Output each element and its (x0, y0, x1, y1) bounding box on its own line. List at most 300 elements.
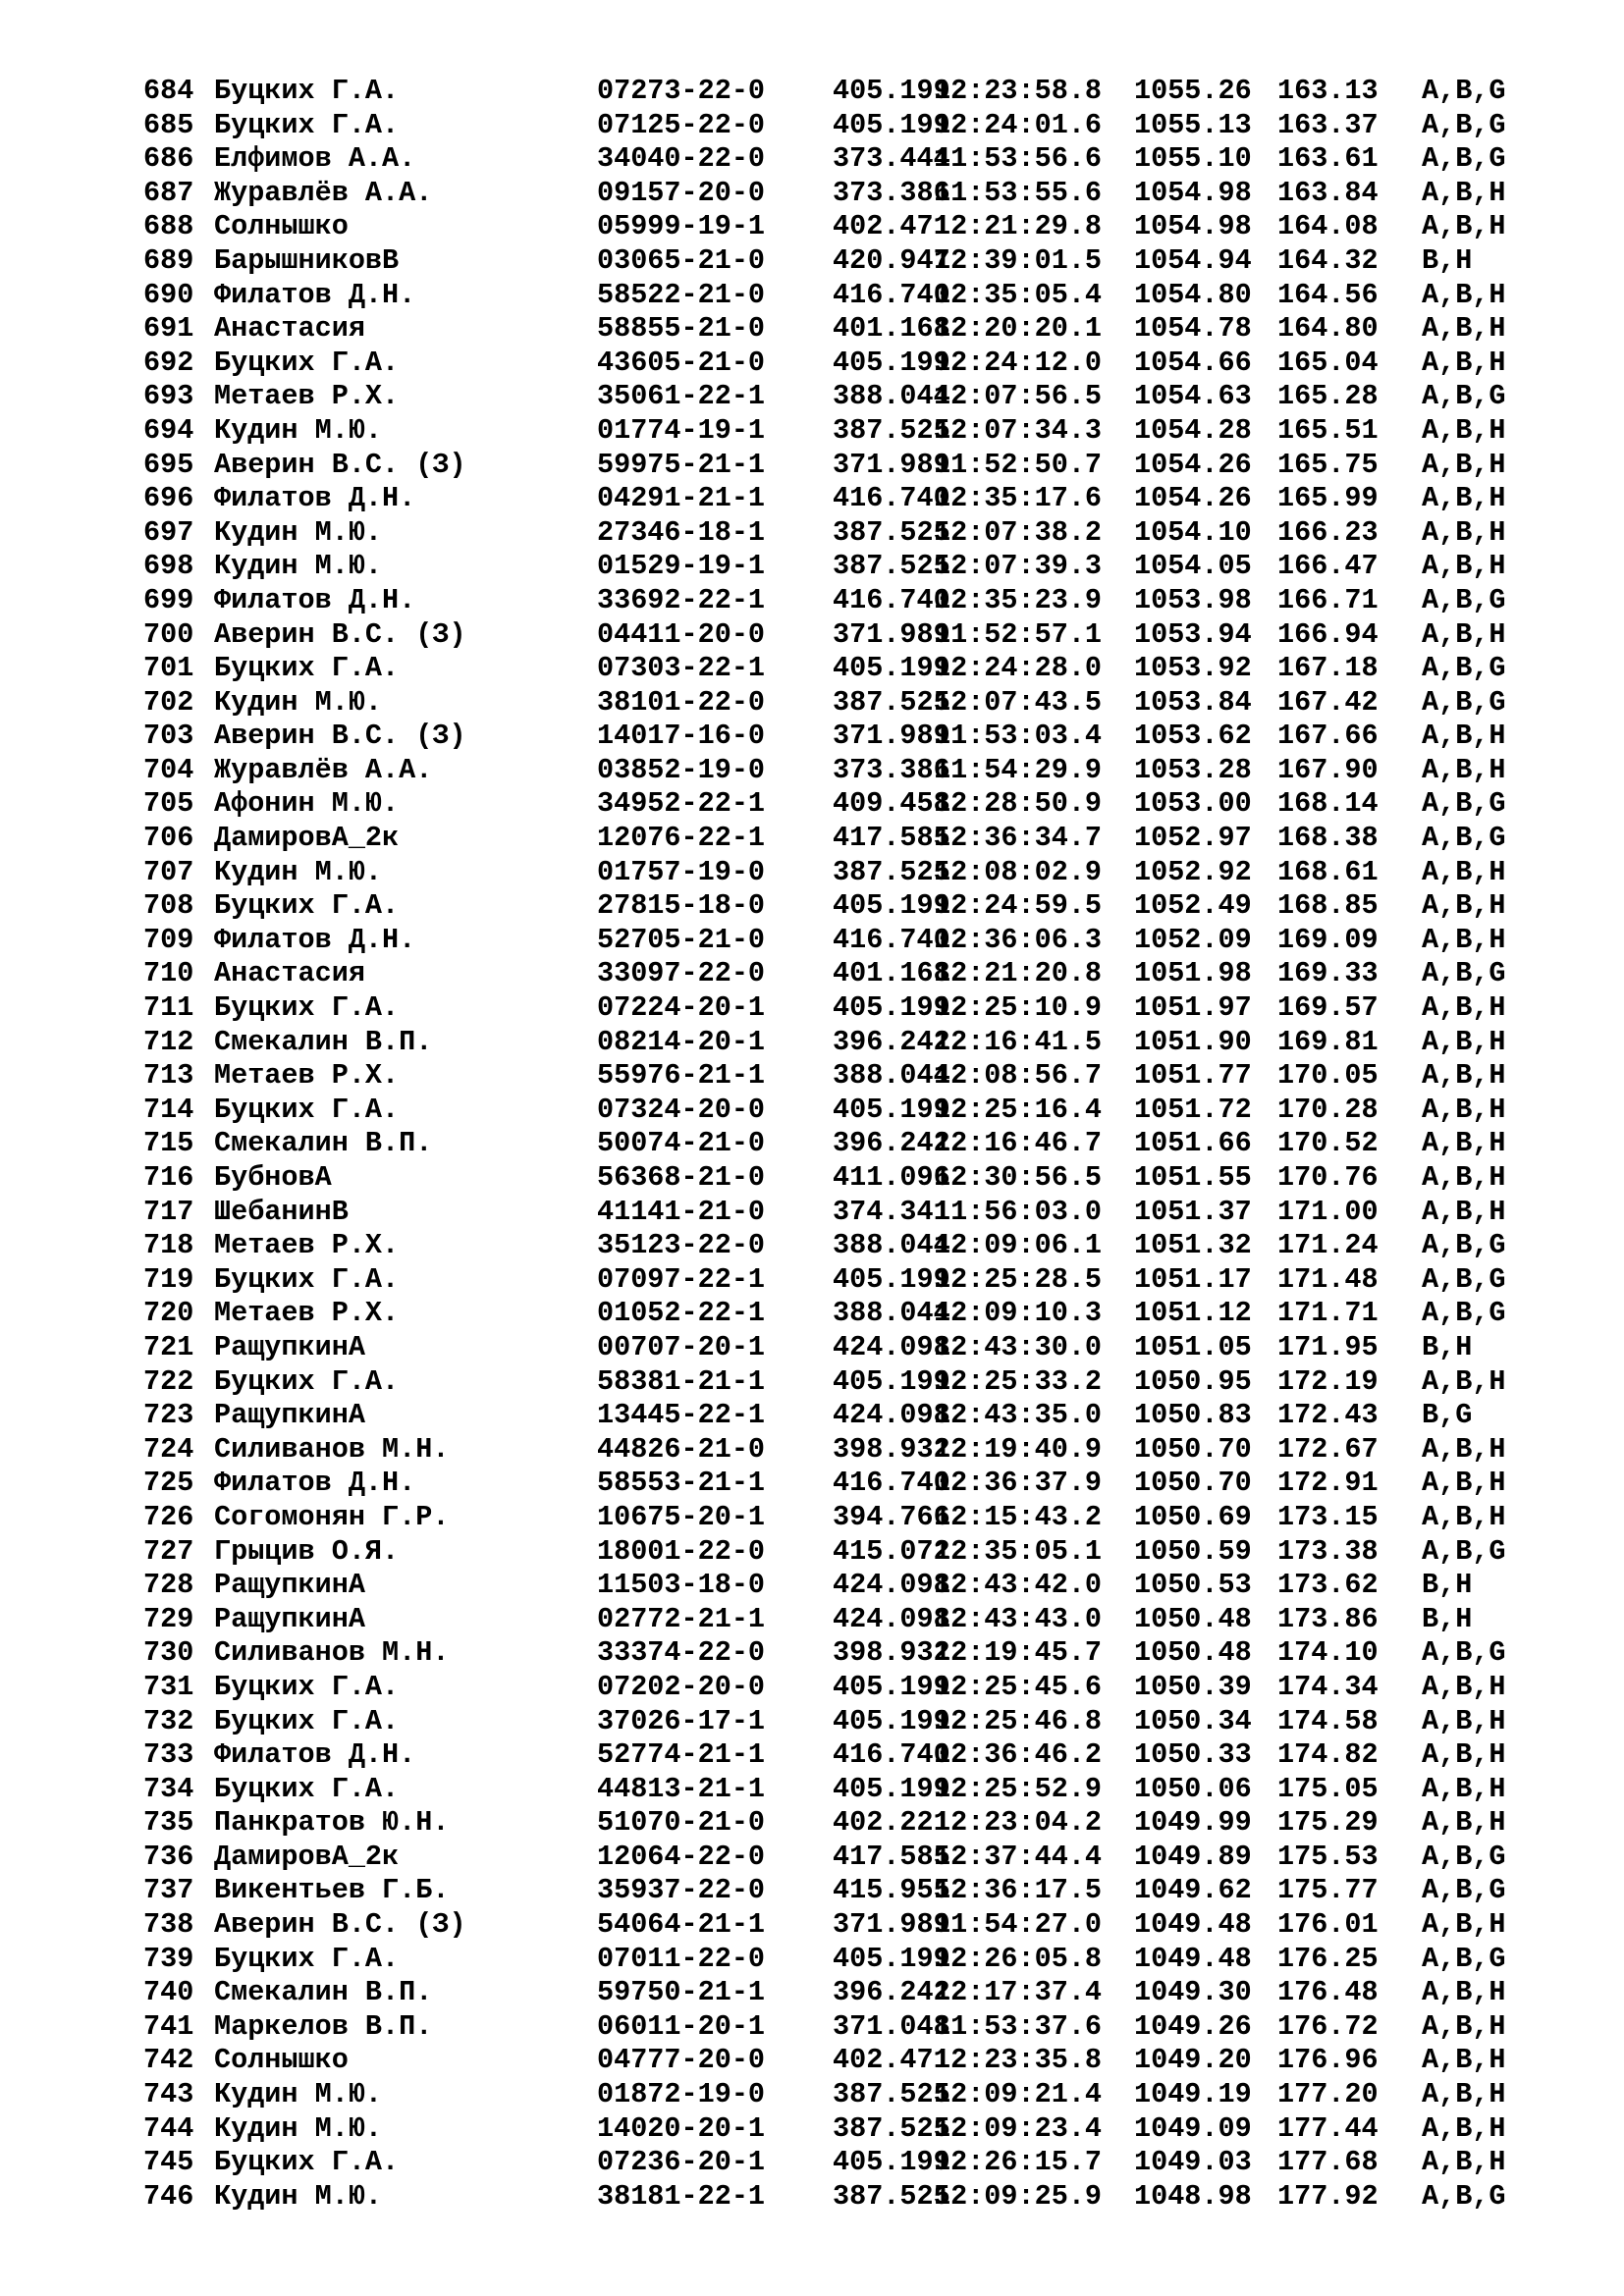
distance: 405.199 (833, 1093, 950, 1126)
ring-number: 37026-17-1 (597, 1704, 766, 1737)
category: A,B,H (1422, 617, 1506, 651)
coefficient: 171.00 (1277, 1195, 1379, 1228)
distance: 416.740 (833, 278, 950, 311)
category: A,B,H (1422, 413, 1506, 447)
result-row (143, 856, 1506, 890)
result-row (143, 1433, 1506, 1468)
arrival-time: 11:54:29.9 (934, 753, 1103, 786)
coefficient: 163.84 (1277, 176, 1379, 209)
ring-number: 03065-21-0 (597, 243, 766, 277)
participant-name: Солнышко (214, 210, 349, 243)
speed: 1052.49 (1134, 889, 1252, 923)
coefficient: 165.51 (1277, 413, 1379, 447)
distance: 405.199 (833, 1364, 950, 1398)
participant-name: Филатов Д.Н. (214, 278, 416, 311)
category: A,B,H (1422, 1195, 1506, 1228)
result-row (143, 550, 1506, 584)
coefficient: 168.38 (1277, 822, 1379, 855)
result-row (143, 1603, 1506, 1637)
arrival-time: 12:09:21.4 (934, 2078, 1103, 2111)
result-row (143, 2146, 1506, 2180)
ring-number: 58553-21-1 (597, 1467, 766, 1500)
category: A,B,G (1422, 787, 1506, 821)
distance: 373.386 (833, 753, 950, 786)
ring-number: 07236-20-1 (597, 2146, 766, 2179)
coefficient: 170.76 (1277, 1161, 1379, 1194)
place: 695 (143, 448, 194, 481)
participant-name: Аверин В.С. (З) (214, 617, 466, 651)
category: A,B,H (1422, 1059, 1506, 1093)
ring-number: 06011-20-1 (597, 2009, 766, 2043)
speed: 1050.48 (1134, 1636, 1252, 1670)
ring-number: 04411-20-0 (597, 617, 766, 651)
ring-number: 07011-22-0 (597, 1942, 766, 1975)
ring-number: 01052-22-1 (597, 1297, 766, 1330)
participant-name: Аверин В.С. (З) (214, 720, 466, 753)
ring-number: 59975-21-1 (597, 448, 766, 481)
category: A,B,H (1422, 482, 1506, 515)
result-row (143, 516, 1506, 551)
participant-name: Кудин М.Ю. (214, 413, 383, 447)
result-row (143, 991, 1506, 1026)
category: B,G (1422, 1399, 1473, 1432)
category: B,H (1422, 1602, 1473, 1635)
category: A,B,H (1422, 1670, 1506, 1703)
distance: 402.471 (833, 2044, 950, 2077)
arrival-time: 12:07:43.5 (934, 685, 1103, 719)
ring-number: 12064-22-0 (597, 1840, 766, 1873)
result-row (143, 1127, 1506, 1161)
distance: 405.199 (833, 991, 950, 1025)
speed: 1050.83 (1134, 1399, 1252, 1432)
distance: 401.168 (833, 312, 950, 346)
place: 690 (143, 278, 194, 311)
coefficient: 167.90 (1277, 753, 1379, 786)
participant-name: Силиванов М.Н. (214, 1636, 450, 1670)
speed: 1051.72 (1134, 1093, 1252, 1126)
arrival-time: 11:53:55.6 (934, 176, 1103, 209)
arrival-time: 12:30:56.5 (934, 1161, 1103, 1194)
arrival-time: 12:24:12.0 (934, 346, 1103, 379)
speed: 1052.92 (1134, 855, 1252, 888)
result-row (143, 449, 1506, 483)
place: 689 (143, 243, 194, 277)
ring-number: 55976-21-1 (597, 1059, 766, 1093)
ring-number: 04291-21-1 (597, 482, 766, 515)
result-row (143, 1196, 1506, 1230)
distance: 417.585 (833, 1840, 950, 1873)
category: A,B,H (1422, 991, 1506, 1025)
participant-name: Буцких Г.А. (214, 1772, 400, 1805)
ring-number: 27346-18-1 (597, 515, 766, 549)
place: 710 (143, 957, 194, 990)
coefficient: 175.05 (1277, 1772, 1379, 1805)
distance: 416.740 (833, 1467, 950, 1500)
place: 744 (143, 2111, 194, 2145)
speed: 1053.84 (1134, 685, 1252, 719)
place: 688 (143, 210, 194, 243)
participant-name: Журавлёв А.А. (214, 753, 433, 786)
speed: 1049.26 (1134, 2009, 1252, 2043)
coefficient: 175.77 (1277, 1874, 1379, 1907)
place: 738 (143, 1908, 194, 1942)
place: 697 (143, 515, 194, 549)
distance: 405.199 (833, 889, 950, 923)
participant-name: Буцких Г.А. (214, 2146, 400, 2179)
participant-name: БубновА (214, 1161, 332, 1194)
coefficient: 175.29 (1277, 1806, 1379, 1840)
category: A,B,H (1422, 1467, 1506, 1500)
place: 721 (143, 1330, 194, 1363)
arrival-time: 12:43:35.0 (934, 1399, 1103, 1432)
participant-name: Буцких Г.А. (214, 652, 400, 685)
distance: 402.471 (833, 210, 950, 243)
speed: 1051.90 (1134, 1025, 1252, 1058)
participant-name: Филатов Д.Н. (214, 1738, 416, 1772)
coefficient: 164.32 (1277, 243, 1379, 277)
ring-number: 41141-21-0 (597, 1195, 766, 1228)
coefficient: 171.48 (1277, 1262, 1379, 1296)
ring-number: 35123-22-0 (597, 1229, 766, 1262)
ring-number: 44826-21-0 (597, 1432, 766, 1466)
category: A,B,G (1422, 1874, 1506, 1907)
ring-number: 08214-20-1 (597, 1025, 766, 1058)
category: A,B,H (1422, 515, 1506, 549)
arrival-time: 12:23:35.8 (934, 2044, 1103, 2077)
place: 731 (143, 1670, 194, 1703)
ring-number: 01872-19-0 (597, 2078, 766, 2111)
coefficient: 174.82 (1277, 1738, 1379, 1772)
result-row (143, 1773, 1506, 1807)
place: 699 (143, 583, 194, 616)
place: 732 (143, 1704, 194, 1737)
result-row (143, 1569, 1506, 1603)
arrival-time: 12:26:05.8 (934, 1942, 1103, 1975)
distance: 394.766 (833, 1500, 950, 1533)
coefficient: 163.13 (1277, 75, 1379, 107)
place: 742 (143, 2044, 194, 2077)
distance: 402.221 (833, 1806, 950, 1840)
ring-number: 44813-21-1 (597, 1772, 766, 1805)
result-row (143, 584, 1506, 618)
participant-name: Буцких Г.А. (214, 1364, 400, 1398)
category: A,B,H (1422, 1093, 1506, 1126)
result-row (143, 1467, 1506, 1501)
place: 729 (143, 1602, 194, 1635)
distance: 388.044 (833, 1297, 950, 1330)
place: 712 (143, 1025, 194, 1058)
arrival-time: 12:21:29.8 (934, 210, 1103, 243)
participant-name: Афонин М.Ю. (214, 787, 400, 821)
coefficient: 173.38 (1277, 1534, 1379, 1568)
distance: 424.098 (833, 1602, 950, 1635)
category: A,B,H (1422, 1806, 1506, 1840)
category: A,B,H (1422, 176, 1506, 209)
distance: 387.525 (833, 2078, 950, 2111)
participant-name: Анастасия (214, 957, 365, 990)
distance: 405.199 (833, 75, 950, 107)
result-row (143, 787, 1506, 822)
place: 709 (143, 923, 194, 956)
participant-name: Буцких Г.А. (214, 1704, 400, 1737)
coefficient: 172.19 (1277, 1364, 1379, 1398)
ring-number: 58855-21-0 (597, 312, 766, 346)
arrival-time: 12:25:45.6 (934, 1670, 1103, 1703)
coefficient: 166.47 (1277, 550, 1379, 583)
distance: 405.199 (833, 1704, 950, 1737)
place: 728 (143, 1569, 194, 1602)
distance: 388.044 (833, 380, 950, 413)
ring-number: 04777-20-0 (597, 2044, 766, 2077)
arrival-time: 12:19:45.7 (934, 1636, 1103, 1670)
ring-number: 38181-22-1 (597, 2179, 766, 2213)
ring-number: 50074-21-0 (597, 1127, 766, 1160)
place: 737 (143, 1874, 194, 1907)
category: A,B,G (1422, 1297, 1506, 1330)
category: A,B,H (1422, 1432, 1506, 1466)
category: A,B,G (1422, 380, 1506, 413)
result-row (143, 2078, 1506, 2112)
coefficient: 171.24 (1277, 1229, 1379, 1262)
speed: 1054.78 (1134, 312, 1252, 346)
coefficient: 169.09 (1277, 923, 1379, 956)
coefficient: 163.37 (1277, 108, 1379, 141)
speed: 1049.19 (1134, 2078, 1252, 2111)
speed: 1053.00 (1134, 787, 1252, 821)
place: 714 (143, 1093, 194, 1126)
participant-name: Буцких Г.А. (214, 1670, 400, 1703)
result-row (143, 1535, 1506, 1570)
result-row (143, 618, 1506, 653)
place: 705 (143, 787, 194, 821)
speed: 1054.80 (1134, 278, 1252, 311)
ring-number: 35061-22-1 (597, 380, 766, 413)
arrival-time: 12:43:43.0 (934, 1602, 1103, 1635)
coefficient: 176.96 (1277, 2044, 1379, 2077)
result-row (143, 2112, 1506, 2147)
category: A,B,H (1422, 2044, 1506, 2077)
ring-number: 35937-22-0 (597, 1874, 766, 1907)
place: 733 (143, 1738, 194, 1772)
participant-name: Метаев Р.Х. (214, 1297, 400, 1330)
arrival-time: 12:43:30.0 (934, 1330, 1103, 1363)
ring-number: 58522-21-0 (597, 278, 766, 311)
participant-name: ШебанинВ (214, 1195, 349, 1228)
participant-name: Кудин М.Ю. (214, 2078, 383, 2111)
result-row (143, 1365, 1506, 1400)
place: 739 (143, 1942, 194, 1975)
distance: 387.525 (833, 550, 950, 583)
ring-number: 58381-21-1 (597, 1364, 766, 1398)
speed: 1055.26 (1134, 75, 1252, 107)
speed: 1051.12 (1134, 1297, 1252, 1330)
speed: 1051.05 (1134, 1330, 1252, 1363)
distance: 417.585 (833, 822, 950, 855)
ring-number: 54064-21-1 (597, 1908, 766, 1942)
speed: 1050.70 (1134, 1432, 1252, 1466)
result-row (143, 312, 1506, 347)
arrival-time: 12:07:56.5 (934, 380, 1103, 413)
arrival-time: 12:36:06.3 (934, 923, 1103, 956)
category: A,B,H (1422, 923, 1506, 956)
speed: 1050.53 (1134, 1569, 1252, 1602)
place: 698 (143, 550, 194, 583)
speed: 1050.33 (1134, 1738, 1252, 1772)
place: 713 (143, 1059, 194, 1093)
participant-name: Силиванов М.Н. (214, 1432, 450, 1466)
place: 720 (143, 1297, 194, 1330)
ring-number: 33374-22-0 (597, 1636, 766, 1670)
result-row (143, 1161, 1506, 1196)
coefficient: 168.85 (1277, 889, 1379, 923)
arrival-time: 12:19:40.9 (934, 1432, 1103, 1466)
arrival-time: 12:25:10.9 (934, 991, 1103, 1025)
coefficient: 168.61 (1277, 855, 1379, 888)
distance: 416.740 (833, 923, 950, 956)
result-row (143, 414, 1506, 449)
ring-number: 01757-19-0 (597, 855, 766, 888)
distance: 387.525 (833, 685, 950, 719)
coefficient: 166.94 (1277, 617, 1379, 651)
arrival-time: 12:28:50.9 (934, 787, 1103, 821)
distance: 416.740 (833, 482, 950, 515)
place: 711 (143, 991, 194, 1025)
participant-name: Буцких Г.А. (214, 1262, 400, 1296)
distance: 405.199 (833, 1670, 950, 1703)
distance: 371.989 (833, 617, 950, 651)
place: 724 (143, 1432, 194, 1466)
ring-number: 38101-22-0 (597, 685, 766, 719)
coefficient: 173.62 (1277, 1569, 1379, 1602)
participant-name: Кудин М.Ю. (214, 685, 383, 719)
arrival-time: 12:37:44.4 (934, 1840, 1103, 1873)
ring-number: 27815-18-0 (597, 889, 766, 923)
place: 700 (143, 617, 194, 651)
distance: 424.098 (833, 1569, 950, 1602)
result-row (143, 1636, 1506, 1671)
result-row (143, 1908, 1506, 1943)
arrival-time: 12:07:34.3 (934, 413, 1103, 447)
arrival-time: 12:24:01.6 (934, 108, 1103, 141)
speed: 1050.95 (1134, 1364, 1252, 1398)
distance: 405.199 (833, 1772, 950, 1805)
coefficient: 166.71 (1277, 583, 1379, 616)
speed: 1054.98 (1134, 210, 1252, 243)
distance: 396.242 (833, 1976, 950, 2009)
place: 687 (143, 176, 194, 209)
coefficient: 170.05 (1277, 1059, 1379, 1093)
participant-name: РащупкинА (214, 1569, 365, 1602)
coefficient: 170.28 (1277, 1093, 1379, 1126)
coefficient: 166.23 (1277, 515, 1379, 549)
speed: 1050.59 (1134, 1534, 1252, 1568)
category: A,B,G (1422, 1840, 1506, 1873)
distance: 424.098 (833, 1330, 950, 1363)
speed: 1055.10 (1134, 142, 1252, 176)
result-row (143, 1976, 1506, 2010)
ring-number: 14017-16-0 (597, 720, 766, 753)
place: 718 (143, 1229, 194, 1262)
result-row (143, 1059, 1506, 1094)
participant-name: Кудин М.Ю. (214, 515, 383, 549)
speed: 1054.26 (1134, 448, 1252, 481)
ring-number: 07097-22-1 (597, 1262, 766, 1296)
place: 702 (143, 685, 194, 719)
distance: 405.199 (833, 2146, 950, 2179)
participant-name: Смекалин В.П. (214, 1976, 433, 2009)
place: 715 (143, 1127, 194, 1160)
distance: 371.048 (833, 2009, 950, 2043)
place: 685 (143, 108, 194, 141)
speed: 1051.97 (1134, 991, 1252, 1025)
arrival-time: 12:09:06.1 (934, 1229, 1103, 1262)
arrival-time: 12:15:43.2 (934, 1500, 1103, 1533)
result-row (143, 1738, 1506, 1773)
place: 684 (143, 75, 194, 107)
ring-number: 07324-20-0 (597, 1093, 766, 1126)
ring-number: 33692-22-1 (597, 583, 766, 616)
place: 723 (143, 1399, 194, 1432)
result-row (143, 1399, 1506, 1433)
coefficient: 173.86 (1277, 1602, 1379, 1635)
category: A,B,G (1422, 142, 1506, 176)
participant-name: Метаев Р.Х. (214, 1059, 400, 1093)
result-row (143, 822, 1506, 856)
arrival-time: 12:09:23.4 (934, 2111, 1103, 2145)
arrival-time: 12:21:20.8 (934, 957, 1103, 990)
speed: 1054.28 (1134, 413, 1252, 447)
place: 694 (143, 413, 194, 447)
category: A,B,H (1422, 2111, 1506, 2145)
coefficient: 177.20 (1277, 2078, 1379, 2111)
category: A,B,H (1422, 2078, 1506, 2111)
place: 706 (143, 822, 194, 855)
speed: 1049.89 (1134, 1840, 1252, 1873)
category: B,H (1422, 1569, 1473, 1602)
arrival-time: 12:07:39.3 (934, 550, 1103, 583)
distance: 420.947 (833, 243, 950, 277)
place: 726 (143, 1500, 194, 1533)
arrival-time: 11:53:03.4 (934, 720, 1103, 753)
arrival-time: 12:43:42.0 (934, 1569, 1103, 1602)
participant-name: ДамировА_2к (214, 1840, 400, 1873)
ring-number: 07202-20-0 (597, 1670, 766, 1703)
speed: 1052.97 (1134, 822, 1252, 855)
distance: 401.168 (833, 957, 950, 990)
coefficient: 164.80 (1277, 312, 1379, 346)
result-row (143, 482, 1506, 516)
place: 716 (143, 1161, 194, 1194)
arrival-time: 11:52:57.1 (934, 617, 1103, 651)
speed: 1054.98 (1134, 176, 1252, 209)
coefficient: 165.04 (1277, 346, 1379, 379)
participant-name: Филатов Д.Н. (214, 923, 416, 956)
coefficient: 172.91 (1277, 1467, 1379, 1500)
coefficient: 169.33 (1277, 957, 1379, 990)
distance: 371.989 (833, 448, 950, 481)
distance: 388.044 (833, 1229, 950, 1262)
participant-name: Смекалин В.П. (214, 1127, 433, 1160)
distance: 387.525 (833, 2179, 950, 2213)
place: 692 (143, 346, 194, 379)
participant-name: Филатов Д.Н. (214, 482, 416, 515)
ring-number: 00707-20-1 (597, 1330, 766, 1363)
speed: 1053.98 (1134, 583, 1252, 616)
arrival-time: 12:08:56.7 (934, 1059, 1103, 1093)
coefficient: 177.44 (1277, 2111, 1379, 2145)
distance: 416.740 (833, 583, 950, 616)
speed: 1054.26 (1134, 482, 1252, 515)
